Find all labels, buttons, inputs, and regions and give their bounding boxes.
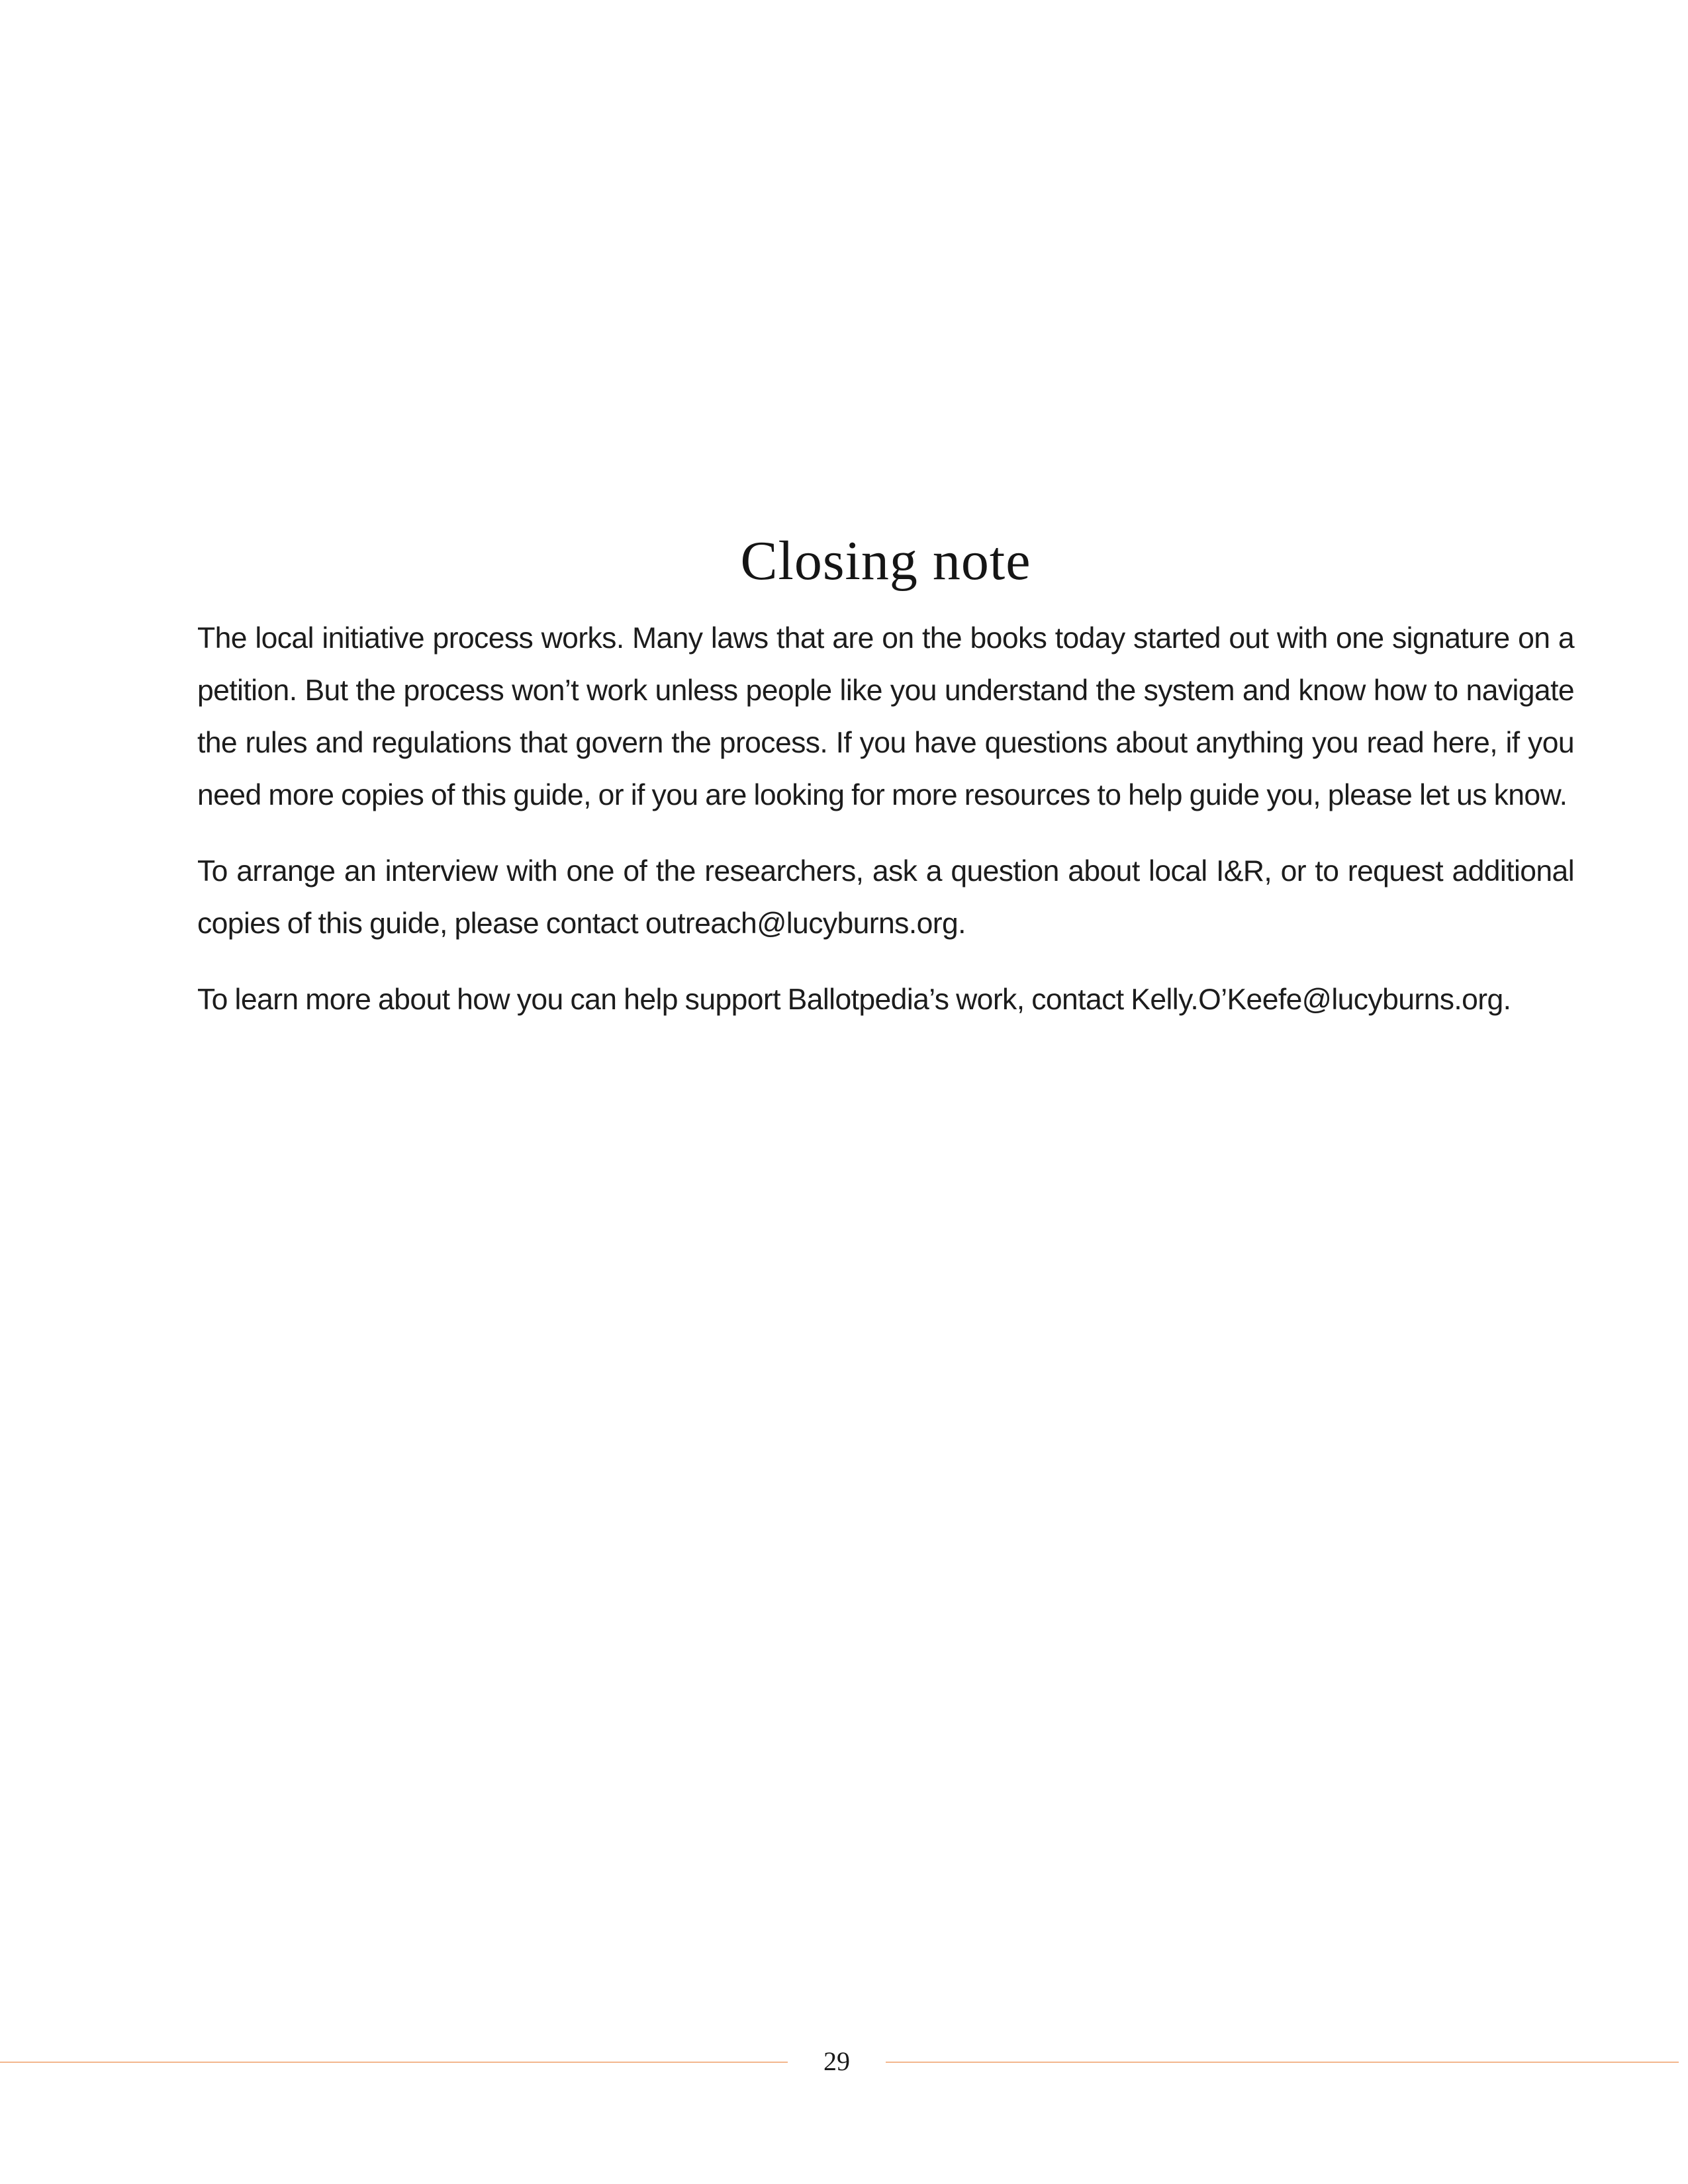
paragraph-contact-outreach: To arrange an interview with one of the researchers, ask a question about local I&R, or to request additional copies of this guide, please contact outreach@lucyburns.org. bbox=[197, 854, 1574, 940]
footer-rule-right bbox=[886, 2062, 1679, 2063]
page-number: 29 bbox=[823, 2046, 850, 2076]
main-content bbox=[197, 529, 1574, 1050]
paragraph-contact-support: To learn more about how you can help support Ballotpedia’s work, contact Kelly.O’Keefe@lucyburns.org. bbox=[197, 983, 1511, 1016]
page-footer bbox=[0, 2042, 1688, 2081]
paragraph-intro: The local initiative process works. Many laws that are on the books today started out with one signature on a petition. But the process won’t work unless people like you understand the system and know how to navigate the rules and regulations that govern the process. If you have questions about anything you read here, if you need more copies of this guide, or if you are looking for more resources to help guide you, please let us know. bbox=[197, 621, 1574, 811]
page-title: Closing note bbox=[740, 530, 1031, 592]
footer-rule-left bbox=[0, 2062, 788, 2063]
